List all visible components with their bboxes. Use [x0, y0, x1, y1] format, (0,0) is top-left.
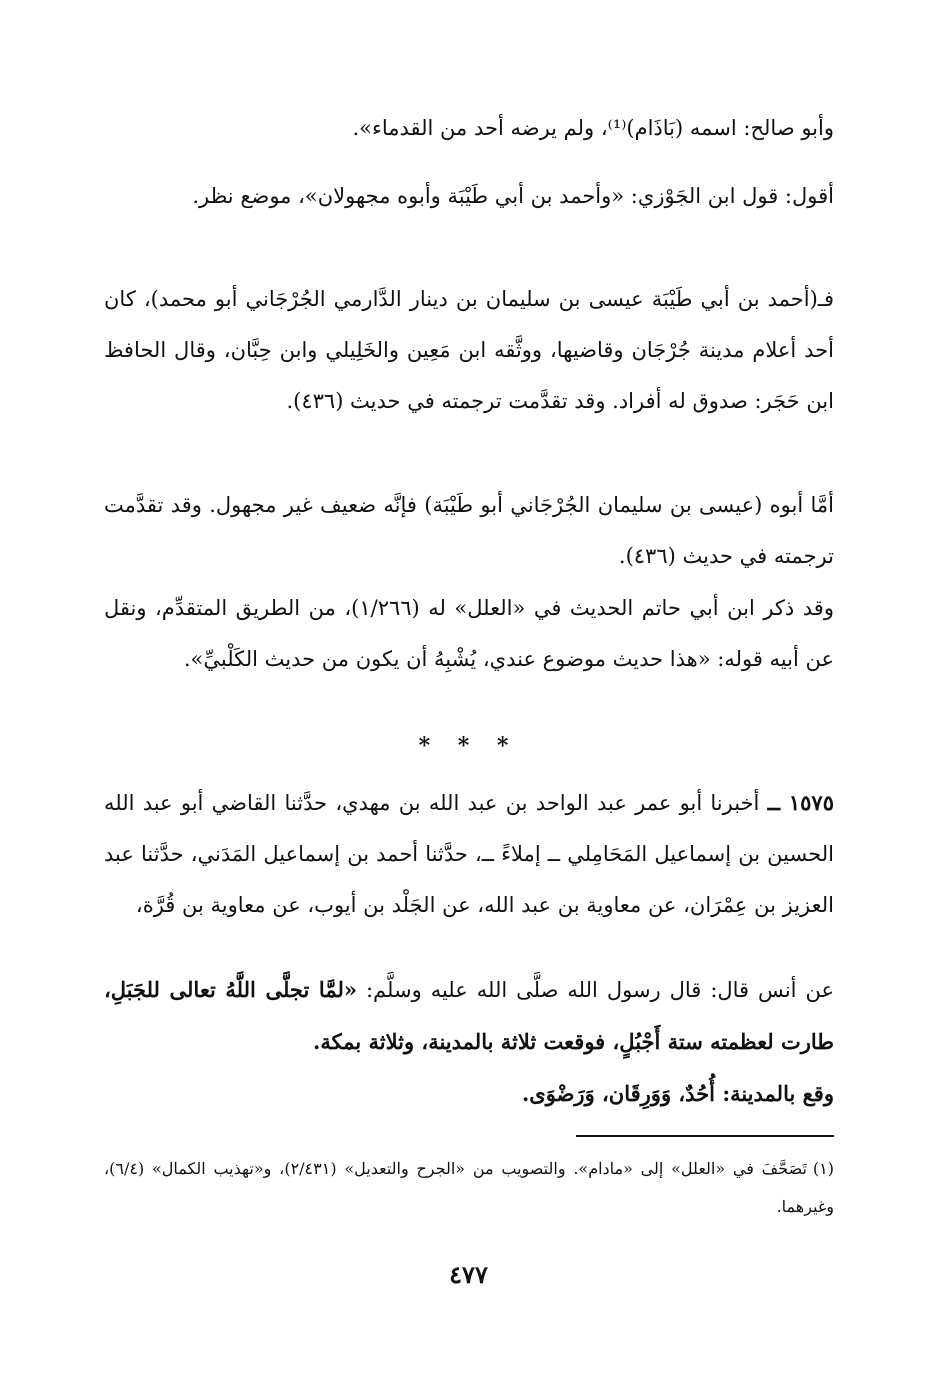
- hadith-number: ١٥٧٥ ــ: [767, 790, 834, 815]
- footnote-marker: (١): [812, 1159, 834, 1178]
- footnote: [104, 1150, 834, 1226]
- paragraph-ahmad-bio: فـ(أحمد بن أبي طَيْبَة عيسى بن سليمان بن دينار الدَّارمي الجُرْجَاني أبو محمد)، كان أحد أعلام مدينة جُرْجَان وقاضيها، ووثَّقه ابن مَعِين والخَلِيلي وابن حِبَّان، وقال الحافظ ابن حَجَر: صدوق له أفراد. وقد تقدَّمت ترجمته في حديث (٤٣٦).: [104, 287, 834, 413]
- page-number: ٤٧٧: [449, 1260, 488, 1289]
- hadith-matn: [104, 964, 834, 1068]
- paragraph-father-bio: أمَّا أبوه (عيسى بن سليمان الجُرْجَاني أبو طَيْبَة) فإنَّه ضعيف غير مجهول. وقد تقدَّمت ترجمته في حديث (٤٣٦).: [104, 493, 835, 568]
- hadith-matn-quote: «لمَّا تجلَّى اللَّهُ تعالى للجَبَلِ، طارت لعظمته ستة أَجْبُلٍ، فوقعت ثلاثة بالمدينة، وثلاثة بمكة.: [104, 977, 834, 1054]
- section-separator: * * *: [418, 733, 519, 759]
- hadith-matn-continuation: وقع بالمدينة: أُحُدٌ، وَوَرِقَان، وَرَضْوَى.: [522, 1081, 834, 1106]
- paragraph-abu-salih: وأبو صالح: اسمه (بَاذَام)⁽¹⁾، ولم يرضه أحد من القدماء».: [352, 116, 834, 140]
- footnote-divider: [576, 1135, 834, 1137]
- hadith-isnad: [104, 777, 834, 931]
- paragraph-aqulu: أقول: قول ابن الجَوْزي: «وأحمد بن أبي طَيْبَة وأبوه مجهولان»، موضع نظر.: [192, 184, 834, 208]
- footnote-text: تَصَحَّفَ في «العلل» إلى «مادام». والتصويب من «الجرح والتعديل» (٢/٤٣١)، و«تهذيب الكمال» (٦/٤)، وغيرهما.: [104, 1159, 834, 1216]
- hadith-matn-intro: عن أنس قال: قال رسول الله صلَّى الله عليه وسلَّم:: [365, 978, 834, 1002]
- hadith-chain: أخبرنا أبو عمر عبد الواحد بن عبد الله بن مهدي، حدَّثنا القاضي أبو عبد الله الحسين بن إسماعيل المَحَامِلي ــ إملاءً ــ، حدَّثنا أحمد بن إسماعيل المَدَني، حدَّثنا عبد العزيز بن عِمْرَان، عن معاوية بن عبد الله، عن الجَلْد بن أيوب، عن معاوية بن قُرَّة،: [104, 791, 834, 917]
- paragraph-ilal: وقد ذكر ابن أبي حاتم الحديث في «العلل» له (١/٢٦٦)، من الطريق المتقدِّم، ونقل عن أبيه قوله: «هذا حديث موضوع عندي، يُشْبِهُ أن يكون من حديث الكَلْبيِّ».: [104, 596, 834, 671]
